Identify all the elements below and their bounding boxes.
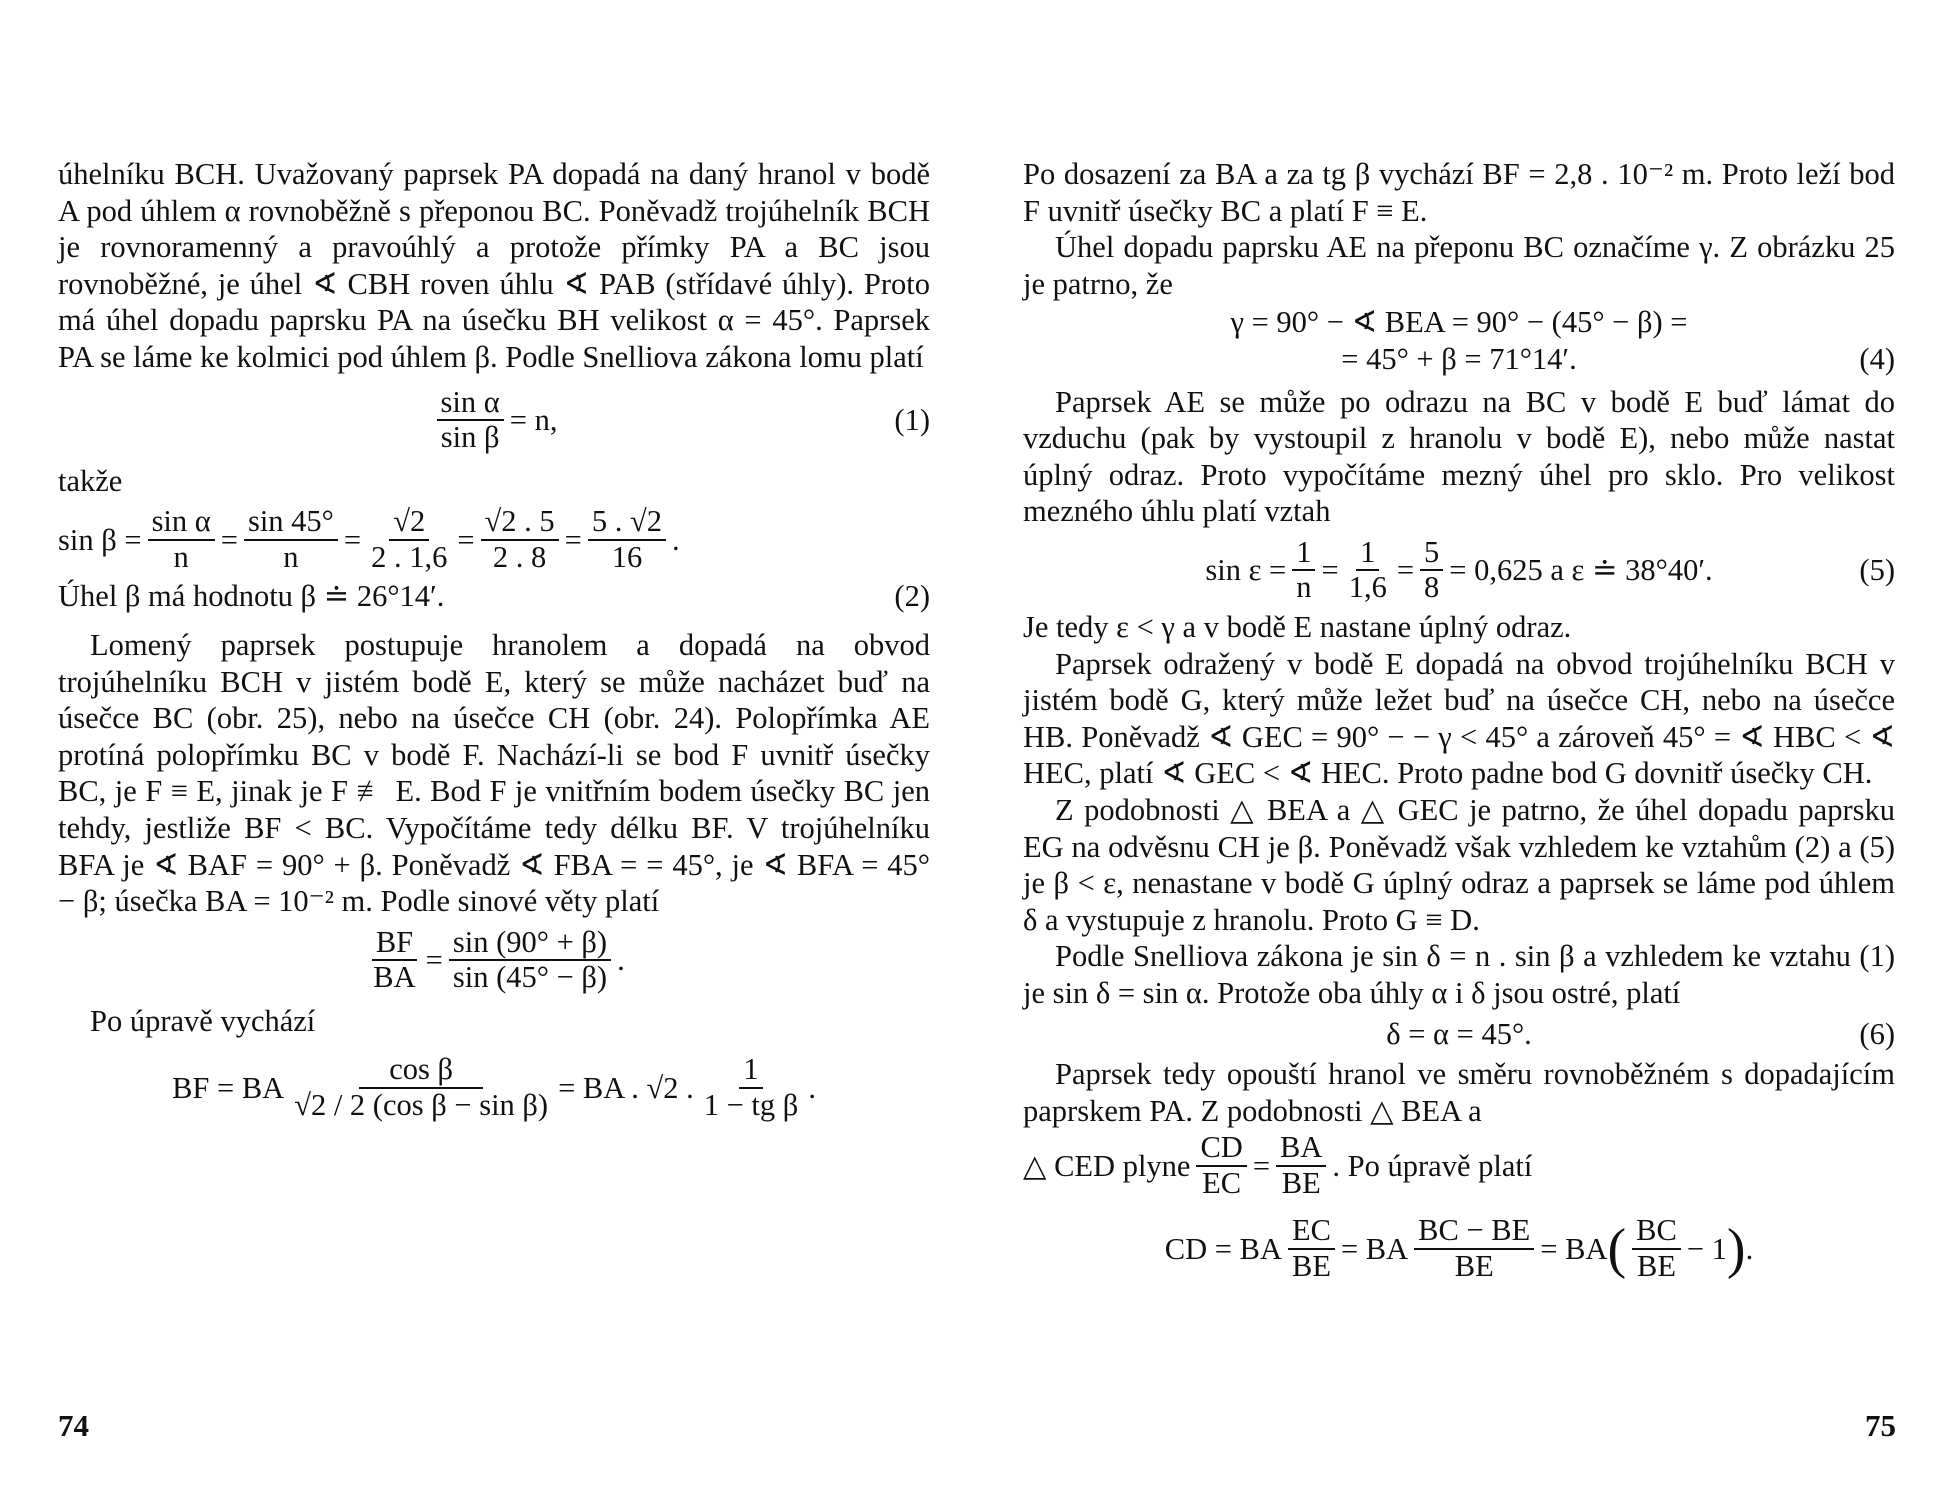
denominator: sin β (440, 420, 500, 455)
denominator: BE (1637, 1248, 1676, 1283)
equation-text: = n, (509, 402, 558, 437)
fraction (1345, 536, 1391, 605)
denominator: 1,6 (1348, 570, 1387, 605)
equation-text: . (808, 1070, 816, 1105)
denominator: n (1296, 570, 1312, 605)
equation-number: (5) (1859, 553, 1895, 588)
equation-sin-beta (58, 505, 930, 574)
equation-3-line-1 (1023, 304, 1895, 341)
equation-number: (1) (894, 402, 930, 437)
equals: = (1396, 553, 1415, 588)
fraction (1632, 1214, 1681, 1283)
equation-number: (4) (1859, 341, 1895, 376)
denominator: EC (1202, 1165, 1242, 1200)
denominator: BE (1281, 1165, 1321, 1200)
denominator: 2 . 1,6 (371, 539, 448, 574)
page-number: 75 (1865, 1408, 1896, 1443)
denominator: √2 / 2 (cos β − sin β) (294, 1087, 549, 1122)
equals: = (425, 942, 443, 977)
equation-text: = 45° + β = 71°14′. (1341, 341, 1577, 376)
numerator: sin α (437, 386, 504, 422)
equation-4 (58, 1053, 930, 1122)
left-paren: ( (1607, 1217, 1627, 1280)
fraction (369, 926, 419, 995)
numerator: BA (1276, 1131, 1326, 1167)
equation-text: δ = α = 45°. (1386, 1016, 1532, 1051)
numerator: sin (90° + β) (449, 926, 611, 962)
equation-3 (58, 926, 930, 995)
fraction (148, 505, 215, 574)
fraction (481, 505, 559, 574)
denominator: BA (373, 960, 416, 995)
equation-text: γ = 90° − ∢ BEA = 90° − (45° − β) = (1230, 305, 1688, 340)
denominator: 1 − tg β (703, 1087, 799, 1122)
equation-text: sin ε = (1205, 553, 1287, 588)
equation-2 (58, 578, 930, 615)
fraction (700, 1053, 803, 1122)
equals: = (220, 522, 238, 557)
numerator: EC (1288, 1214, 1335, 1250)
equation-6 (1023, 1016, 1895, 1053)
equation-text: BF = BA (172, 1070, 285, 1105)
paragraph: Po dosazení za BA a za tg β vychází BF = 2,8 . 10⁻² m. Proto leží bod F uvnitř úsečky BC a platí F ≡ E. (1023, 157, 1895, 228)
denominator: BE (1291, 1248, 1331, 1283)
equals: = (1321, 553, 1339, 588)
paragraph: Je tedy ε < γ a v bodě E nastane úplný odraz. (1023, 610, 1572, 645)
equation-number: (2) (894, 579, 930, 614)
fraction (437, 386, 504, 455)
denominator: 8 (1424, 570, 1440, 605)
numerator: CD (1196, 1131, 1246, 1167)
equation-text: = 0,625 a ε ≐ 38°40′. (1449, 553, 1713, 588)
paragraph: takže (58, 463, 123, 498)
fraction (1414, 1214, 1534, 1283)
equation-text: △ CED plyne (1023, 1148, 1191, 1183)
numerator: √2 (389, 505, 429, 541)
denominator: 2 . 8 (492, 539, 547, 574)
fraction (1276, 1131, 1326, 1200)
equation-7 (1023, 1214, 1895, 1283)
fraction (588, 505, 666, 574)
numerator: 5 . √2 (588, 505, 666, 541)
right-page (977, 0, 1954, 1501)
equation-text: . (672, 522, 680, 557)
paragraph: úhelníku BCH. Uvažovaný paprsek PA dopadá na daný hranol v bodě A pod úhlem α rovnoběžně s přeponou BC. Poněvadž trojúhelník BCH je rovnoramenný a pravoúhlý a protože přímky PA a BC jsou rovnoběžné, je úhel ∢ CBH roven úhlu ∢ PAB (střídavé úhly). Proto má úhel dopadu paprsku PA na úsečku BH velikost α = 45°. Paprsek PA se láme ke kolmici pod úhlem β. Podle Snelliova zákona lomu platí (58, 157, 930, 374)
equation-text: = BA (1340, 1231, 1409, 1266)
numerator: BC (1632, 1214, 1681, 1250)
page-number: 74 (58, 1408, 89, 1443)
numerator: BF (372, 926, 417, 962)
equals: = (564, 522, 582, 557)
denominator: BE (1454, 1248, 1494, 1283)
equation-number: (6) (1859, 1016, 1895, 1051)
equation-text: . Po úpravě platí (1332, 1148, 1533, 1183)
right-column (1023, 156, 1895, 1288)
denominator: n (173, 539, 189, 574)
right-paren: ) (1726, 1217, 1746, 1280)
fraction (367, 505, 451, 574)
numerator: sin α (148, 505, 215, 541)
equals: = (343, 522, 362, 557)
fraction (290, 1053, 552, 1122)
equation-text: . (617, 942, 625, 977)
left-column (58, 156, 930, 1126)
denominator: sin (45° − β) (452, 960, 608, 995)
equation-text: CD = BA (1164, 1231, 1282, 1266)
equation-text: − 1 (1686, 1231, 1727, 1266)
equation-text: = BA (1540, 1231, 1608, 1266)
numerator: BC − BE (1414, 1214, 1534, 1250)
fraction (1288, 1214, 1335, 1283)
fraction (1292, 536, 1315, 605)
fraction (244, 505, 338, 574)
equation-text: . (1745, 1231, 1754, 1266)
equation-text: = BA . √2 . (558, 1070, 694, 1105)
fraction (1420, 536, 1443, 605)
paragraph: Paprsek tedy opouští hranol ve směru rovnoběžném s dopadajícím paprskem PA. Z podobnosti △ BEA a (1023, 1057, 1895, 1128)
numerator: 5 (1420, 536, 1443, 572)
paragraph: Po úpravě vychází (90, 1003, 316, 1038)
paragraph: Paprsek odražený v bodě E dopadá na obvod trojúhelníku BCH v jistém bodě G, který může ležet buď na úsečce CH, nebo na úsečce HB. Poněvadž ∢ GEC = 90° − − γ < 45° a zároveň 45° = ∢ HBC < ∢ HEC, platí ∢ GEC < ∢ HEC. Proto padne bod G dovnitř úsečky CH. (1023, 646, 1895, 791)
paragraph: Z podobnosti △ BEA a △ GEC je patrno, že úhel dopadu paprsku EG na odvěsnu CH je β. Poněvadž však vzhledem ke vztahům (2) a (5) je β < ε, nenastane v bodě G úplný odraz a paprsek se láme pod úhlem δ a vystupuje z hranolu. Proto G ≡ D. (1023, 793, 1895, 937)
denominator: n (283, 539, 299, 574)
fraction (1196, 1131, 1246, 1200)
equation-text: sin β = (58, 522, 142, 557)
paragraph: Podle Snelliova zákona je sin δ = n . sin β a vzhledem ke vztahu (1) je sin δ = sin α. Protože oba úhly α i δ jsou ostré, platí (1023, 939, 1895, 1010)
inline-equation-line (1023, 1131, 1895, 1200)
numerator: 1 (1292, 536, 1315, 572)
numerator: 1 (739, 1053, 762, 1089)
equation-5 (1023, 536, 1895, 605)
equation-text: Úhel β má hodnotu β ≐ 26°14′. (58, 579, 445, 614)
denominator: 16 (611, 539, 643, 574)
equation-3-line-2 (1023, 341, 1895, 378)
paragraph: Úhel dopadu paprsku AE na přeponu BC označíme γ. Z obrázku 25 je patrno, že (1023, 230, 1895, 301)
equals: = (457, 522, 475, 557)
fraction (449, 926, 611, 995)
numerator: cos β (359, 1053, 483, 1089)
numerator: 1 (1356, 536, 1379, 572)
paragraph: Lomený paprsek postupuje hranolem a dopadá na obvod trojúhelníku BCH v jistém bodě E, který se může nacházet buď na úsečce BC (obr. 25), nebo na úsečce CH (obr. 24). Polopřímka AE protíná polopřímku BC v bodě F. Nachází-li se bod F uvnitř úsečky BC, je F ≡ E, jinak je F ≢ E. Bod F je vnitřním bodem úsečky BC jen tehdy, jestliže BF < BC. Vypočítáme tedy délku BF. V trojúhelníku BFA je ∢ BAF = 90° + β. Poněvadž ∢ FBA = = 45°, je ∢ BFA = 45° − β; úsečka BA = 10⁻² m. Podle sinové věty platí (58, 627, 930, 919)
numerator: √2 . 5 (481, 505, 559, 541)
equals: = (1252, 1148, 1271, 1183)
equation-1 (58, 386, 930, 455)
numerator: sin 45° (244, 505, 338, 541)
paragraph: Paprsek AE se může po odrazu na BC v bodě E buď lámat do vzduchu (pak by vystoupil z hranolu v bodě E), nebo může nastat úplný odraz. Proto vypočítáme mezný úhel pro sklo. Pro velikost mezného úhlu platí vztah (1023, 384, 1895, 529)
